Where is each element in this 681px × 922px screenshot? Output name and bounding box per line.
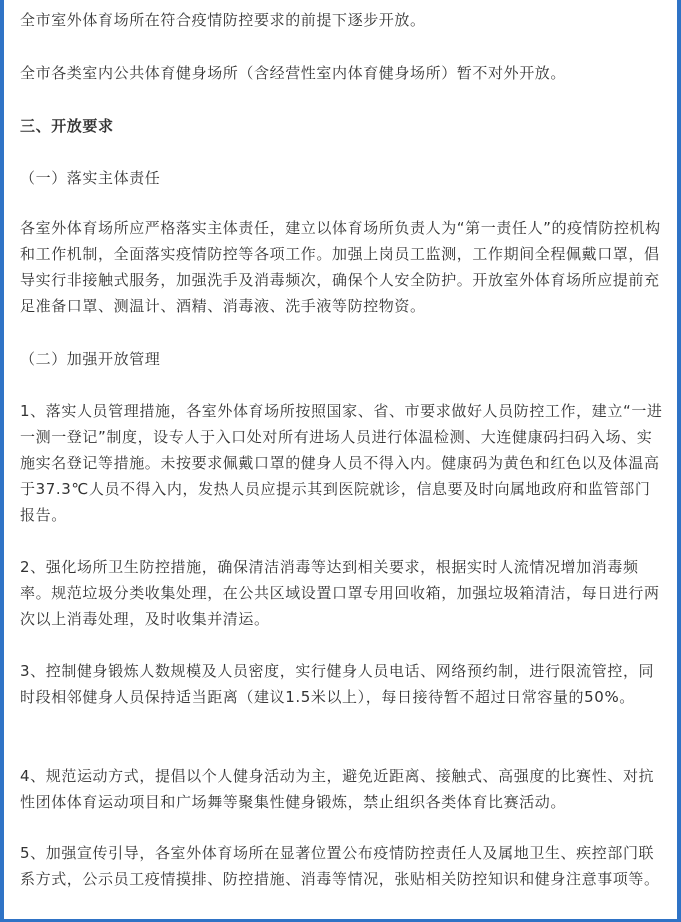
list-item-publicity-guidance: 5、加强宣传引导，各室外体育场所在显著位置公布疫情防控责任人及属地卫生、疾控部门联系方式，公示员工疫情摸排、防控措施、消毒等情况，张贴相关防控知识和健身注意事项等。: [20, 844, 660, 888]
subheading-main-responsibility: （一）落实主体责任: [20, 169, 161, 187]
list-item-crowd-control: 3、控制健身锻炼人数规模及人员密度，实行健身人员电话、网络预约制，进行限流管控，同时段相邻健身人员保持适当距离（建议1.5米以上），每日接待暂不超过日常容量的50%。: [20, 662, 655, 706]
paragraph-indoor-closed: 全市各类室内公共体育健身场所（含经营性室内体育健身场所）暂不对外开放。: [20, 64, 567, 82]
paragraph-main-responsibility: 各室外体育场所应严格落实主体责任，建立以体育场所负责人为“第一责任人”的疫情防控机构和工作机制，全面落实疫情防控等各项工作。加强上岗员工监测，工作期间全程佩戴口罩，倡导实行非接触式服务，加强洗手及消毒频次，确保个人安全防护。开放室外体育场所应提前充足准备口罩、测温计、酒精、消毒液、洗手液等防控物资。: [20, 219, 661, 315]
list-item-exercise-mode: 4、规范运动方式，提倡以个人健身活动为主，避免近距离、接触式、高强度的比赛性、对抗性团体体育运动项目和广场舞等聚集性健身锻炼，禁止组织各类体育比赛活动。: [20, 767, 655, 811]
subheading-opening-management: （二）加强开放管理: [20, 350, 161, 368]
list-item-hygiene-control: 2、强化场所卫生防控措施，确保清洁消毒等达到相关要求，根据实时人流情况增加消毒频率。规范垃圾分类收集处理，在公共区域设置口罩专用回收箱，加强垃圾箱清洁，每日进行两次以上消毒处理，及时收集并清运。: [20, 558, 660, 628]
list-item-personnel-management: 1、落实人员管理措施，各室外体育场所按照国家、省、市要求做好人员防控工作，建立“一进一测一登记”制度，设专人于入口处对所有进场人员进行体温检测、大连健康码扫码入场、实施实名登记等措施。未按要求佩戴口罩的健身人员不得入内。健康码为黄色和红色以及体温高于37.3℃人员不得入内，发热人员应提示其到医院就诊，信息要及时向属地政府和监管部门报告。: [20, 402, 663, 524]
section-heading-opening-requirements: 三、开放要求: [20, 117, 114, 135]
paragraph-outdoor-opening: 全市室外体育场所在符合疫情防控要求的前提下逐步开放。: [20, 11, 426, 29]
